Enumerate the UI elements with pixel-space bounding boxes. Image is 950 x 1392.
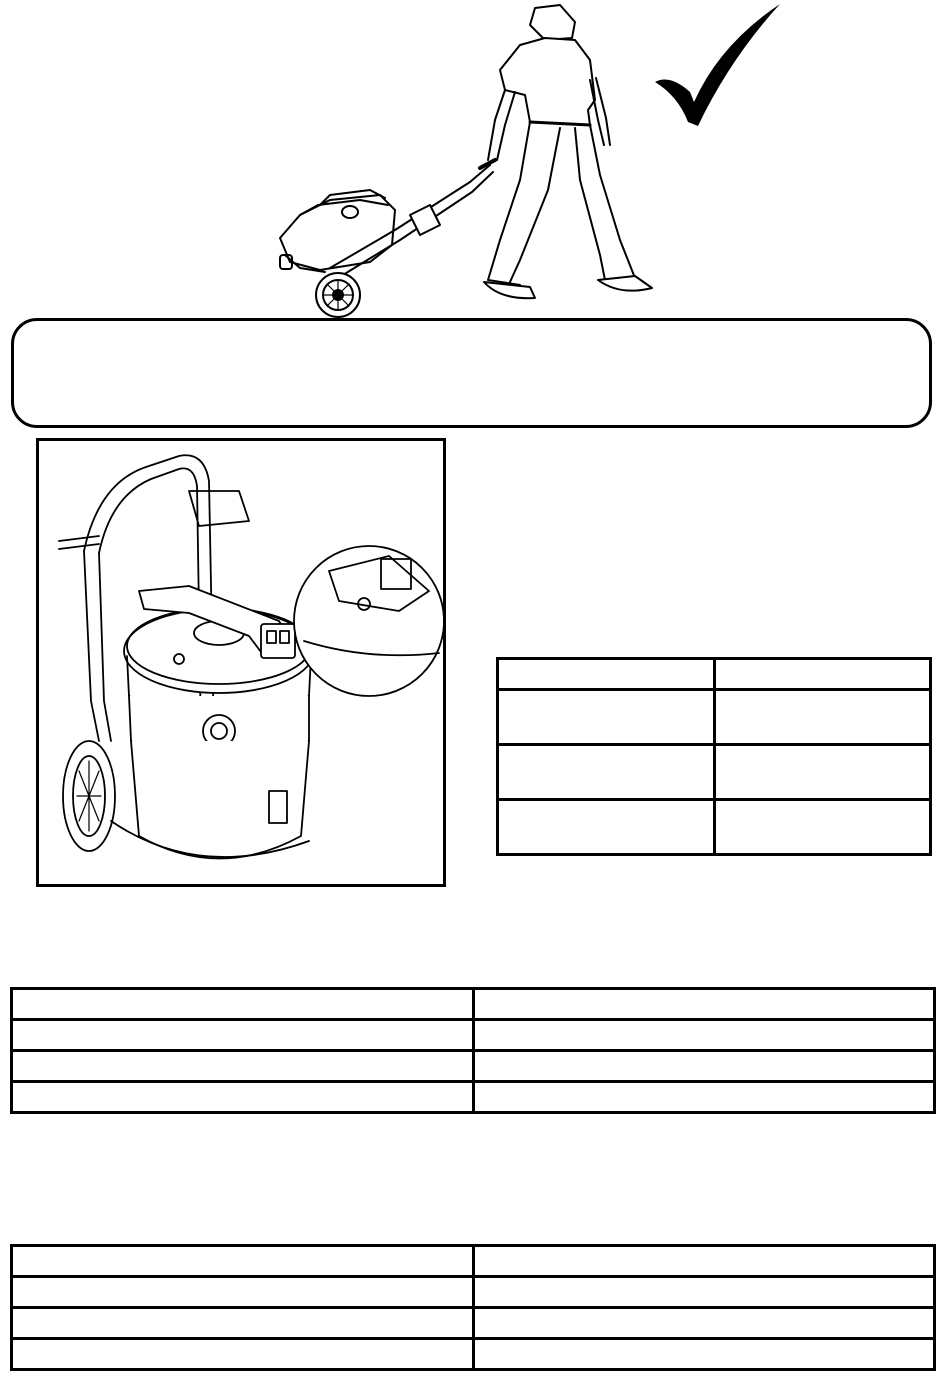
table-row	[12, 1246, 935, 1277]
table-cell	[12, 989, 474, 1020]
table-cell	[12, 1082, 474, 1113]
table-cell	[714, 659, 931, 690]
table-cell	[473, 1246, 935, 1277]
table-row	[498, 745, 931, 800]
table-cell	[473, 1082, 935, 1113]
table-cell	[498, 659, 715, 690]
table-cell	[12, 1308, 474, 1339]
table-cell	[714, 800, 931, 855]
table-three	[10, 1244, 936, 1371]
table-cell	[714, 745, 931, 800]
table-row	[498, 690, 931, 745]
table-cell	[473, 989, 935, 1020]
table-row	[12, 989, 935, 1020]
table-row	[498, 800, 931, 855]
table-cell	[473, 1308, 935, 1339]
table-cell	[473, 1277, 935, 1308]
table-cell	[12, 1339, 474, 1370]
table-row	[12, 1308, 935, 1339]
table-row	[12, 1277, 935, 1308]
table-cell	[498, 745, 715, 800]
table-cell	[12, 1051, 474, 1082]
table-cell	[12, 1277, 474, 1308]
table-cell	[12, 1246, 474, 1277]
table-row	[12, 1020, 935, 1051]
callout-text	[38, 341, 905, 405]
side-table	[496, 657, 932, 856]
checkmark-icon	[650, 4, 785, 129]
table-cell	[714, 690, 931, 745]
table-cell	[498, 800, 715, 855]
table-cell	[473, 1020, 935, 1051]
vacuum-photo-frame	[36, 438, 446, 887]
vacuum-trolley-illustration	[39, 441, 443, 884]
table-cell	[473, 1339, 935, 1370]
callout-box	[11, 318, 932, 428]
table-row	[12, 1051, 935, 1082]
table-row	[498, 659, 931, 690]
table-cell	[12, 1020, 474, 1051]
table-row	[12, 1082, 935, 1113]
table-two	[10, 987, 936, 1114]
table-cell	[498, 690, 715, 745]
table-cell	[473, 1051, 935, 1082]
table-row	[12, 1339, 935, 1370]
